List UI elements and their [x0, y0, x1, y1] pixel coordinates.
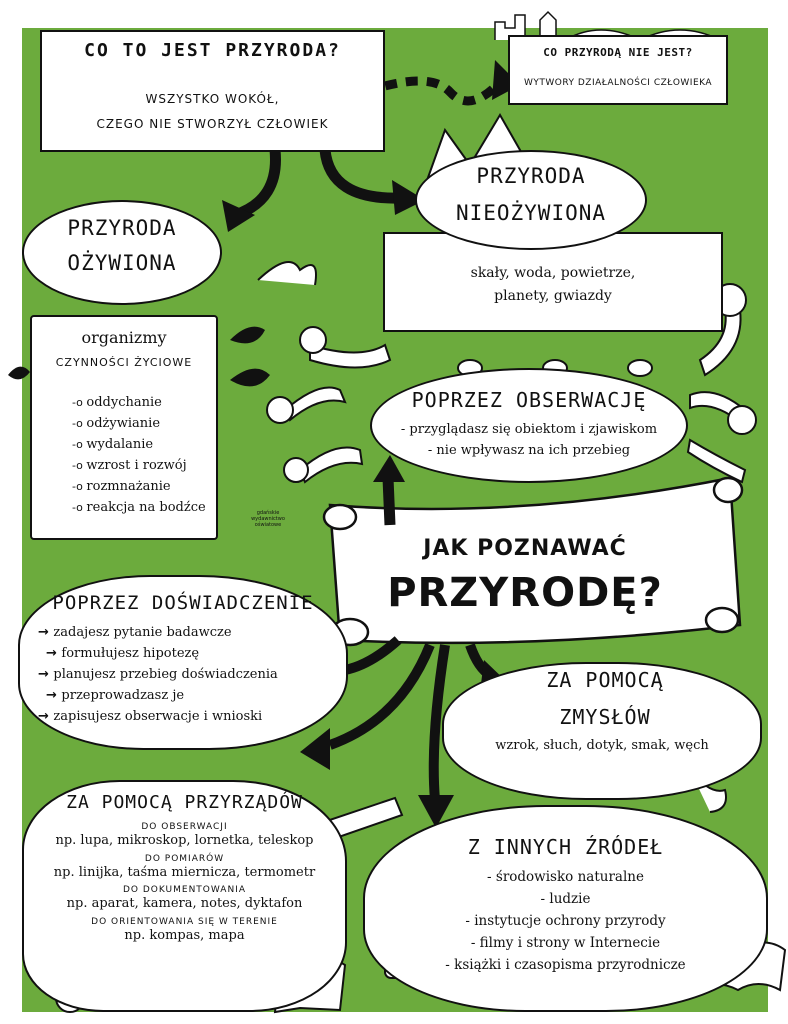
- inanimate-line1: skały, woda, powietrze,: [470, 265, 636, 281]
- senses-title-line2: ZMYSŁÓW: [559, 705, 651, 729]
- instrument-group-label: DO DOKUMENTOWANIA: [122, 885, 246, 895]
- animate-subheading: CZYNNOŚCI ŻYCIOWE: [55, 356, 193, 369]
- experience-step: [38, 643, 278, 664]
- experience-title: POPRZEZ DOŚWIADCZENIE: [52, 592, 314, 614]
- arrow-to-inanimate: [325, 150, 400, 198]
- what-is-nature-title: CO TO JEST PRZYRODA?: [84, 40, 341, 61]
- senses-text: wzrok, słuch, dotyk, smak, węch: [495, 738, 709, 753]
- arrow-to-instruments-head: [300, 728, 330, 770]
- publisher-line1: gdańskie: [256, 510, 280, 516]
- animate-heading: organizmy: [81, 328, 167, 347]
- source-item: - instytucje ochrony przyrody: [465, 913, 666, 929]
- inanimate-title-line2: NIEOŻYWIONA: [455, 201, 607, 225]
- life-function-item: [72, 455, 206, 476]
- instrument-group-text: np. kompas, mapa: [124, 927, 245, 943]
- sources-list: [363, 866, 768, 976]
- bullet-circle-icon: -o: [72, 480, 87, 493]
- bullet-circle-icon: -o: [72, 438, 87, 451]
- arrow-right-icon: →: [38, 709, 54, 724]
- instrument-group-label: DO POMIARÓW: [144, 853, 225, 864]
- experience-step-label: zapisujesz obserwacje i wnioski: [53, 709, 263, 724]
- bullet-circle-icon: -o: [72, 501, 87, 514]
- central-line1: JAK POZNAWAĆ: [423, 536, 627, 561]
- sources-title: Z INNYCH ŹRÓDEŁ: [467, 835, 664, 859]
- life-function-item: [72, 413, 206, 434]
- life-function-label: rozmnażanie: [86, 479, 171, 494]
- plant-icon: [258, 262, 316, 285]
- publisher-line2: wydawnictwo: [251, 516, 285, 522]
- life-functions-list: [72, 392, 206, 518]
- life-function-label: oddychanie: [86, 395, 162, 410]
- life-function-label: reakcja na bodźce: [86, 500, 206, 515]
- life-function-label: wydalanie: [86, 437, 154, 452]
- experience-step-label: przeprowadzasz je: [61, 688, 185, 703]
- source-item: - filmy i strony w Internecie: [470, 935, 661, 951]
- experience-step: [38, 664, 278, 685]
- animate-title-line1: PRZYRODA: [67, 216, 177, 240]
- source-item: - ludzie: [540, 891, 591, 907]
- arrow-right-icon: →: [38, 667, 54, 682]
- instrument-group-text: np. lupa, mikroskop, lornetka, teleskop: [55, 833, 314, 849]
- inanimate-line2: planety, gwiazdy: [494, 288, 612, 304]
- observation-item-2: - nie wpływasz na ich przebieg: [427, 443, 631, 458]
- arrow-right-icon: →: [38, 625, 54, 640]
- what-is-nature-line2: CZEGO NIE STWORZYŁ CZŁOWIEK: [96, 117, 329, 131]
- experience-step-label: zadajesz pytanie badawcze: [53, 625, 232, 640]
- life-function-label: wzrost i rozwój: [86, 458, 187, 473]
- what-not-nature-subtitle: WYTWORY DZIAŁALNOŚCI CZŁOWIEKA: [523, 78, 713, 88]
- arrow-right-icon: →: [46, 646, 62, 661]
- instrument-group-text: np. aparat, kamera, notes, dyktafon: [66, 896, 303, 912]
- experience-steps-list: [38, 622, 278, 727]
- experience-step: [38, 706, 278, 727]
- instruments-groups: [22, 822, 347, 948]
- inanimate-title-line1: PRZYRODA: [476, 164, 586, 188]
- bullet-circle-icon: -o: [72, 459, 87, 472]
- publisher-logo: [243, 510, 293, 528]
- bullet-circle-icon: -o: [72, 396, 87, 409]
- life-function-item: [72, 497, 206, 518]
- source-item: - książki i czasopisma przyrodnicze: [445, 957, 686, 973]
- instrument-group-label: DO ORIENTOWANIA SIĘ W TERENIE: [91, 916, 278, 927]
- what-not-nature-title: CO PRZYRODĄ NIE JEST?: [543, 46, 693, 59]
- life-function-label: odżywianie: [86, 416, 161, 431]
- what-is-nature-line1: WSZYSTKO WOKÓŁ,: [145, 92, 280, 106]
- instrument-group-label: DO OBSERWACJI: [141, 822, 228, 832]
- source-item: - środowisko naturalne: [487, 869, 644, 885]
- life-function-item: [72, 434, 206, 455]
- experience-step-label: formułujesz hipotezę: [61, 646, 200, 661]
- life-function-item: [72, 476, 206, 497]
- life-function-item: [72, 392, 206, 413]
- publisher-line3: oświatowe: [254, 522, 282, 528]
- experience-step: [38, 685, 278, 706]
- experience-step-label: planujesz przebieg doświadczenia: [53, 667, 278, 682]
- observation-title: POPRZEZ OBSERWACJĘ: [411, 388, 647, 412]
- instrument-group-text: np. linijka, taśma miernicza, termometr: [53, 864, 316, 880]
- animate-title-line2: OŻYWIONA: [67, 251, 177, 275]
- experience-step: [38, 622, 278, 643]
- senses-title-line1: ZA POMOCĄ: [546, 668, 664, 692]
- arrow-to-observation: [388, 478, 390, 525]
- central-line2: PRZYRODĘ?: [387, 570, 663, 616]
- bullet-circle-icon: -o: [72, 417, 87, 430]
- observation-item-1: - przyglądasz się obiektom i zjawiskom: [400, 422, 658, 437]
- dotted-arrow: [365, 81, 500, 101]
- instruments-title: ZA POMOCĄ PRZYRZĄDÓW: [66, 792, 303, 813]
- arrow-right-icon: →: [46, 688, 62, 703]
- arrow-to-animate: [235, 150, 276, 215]
